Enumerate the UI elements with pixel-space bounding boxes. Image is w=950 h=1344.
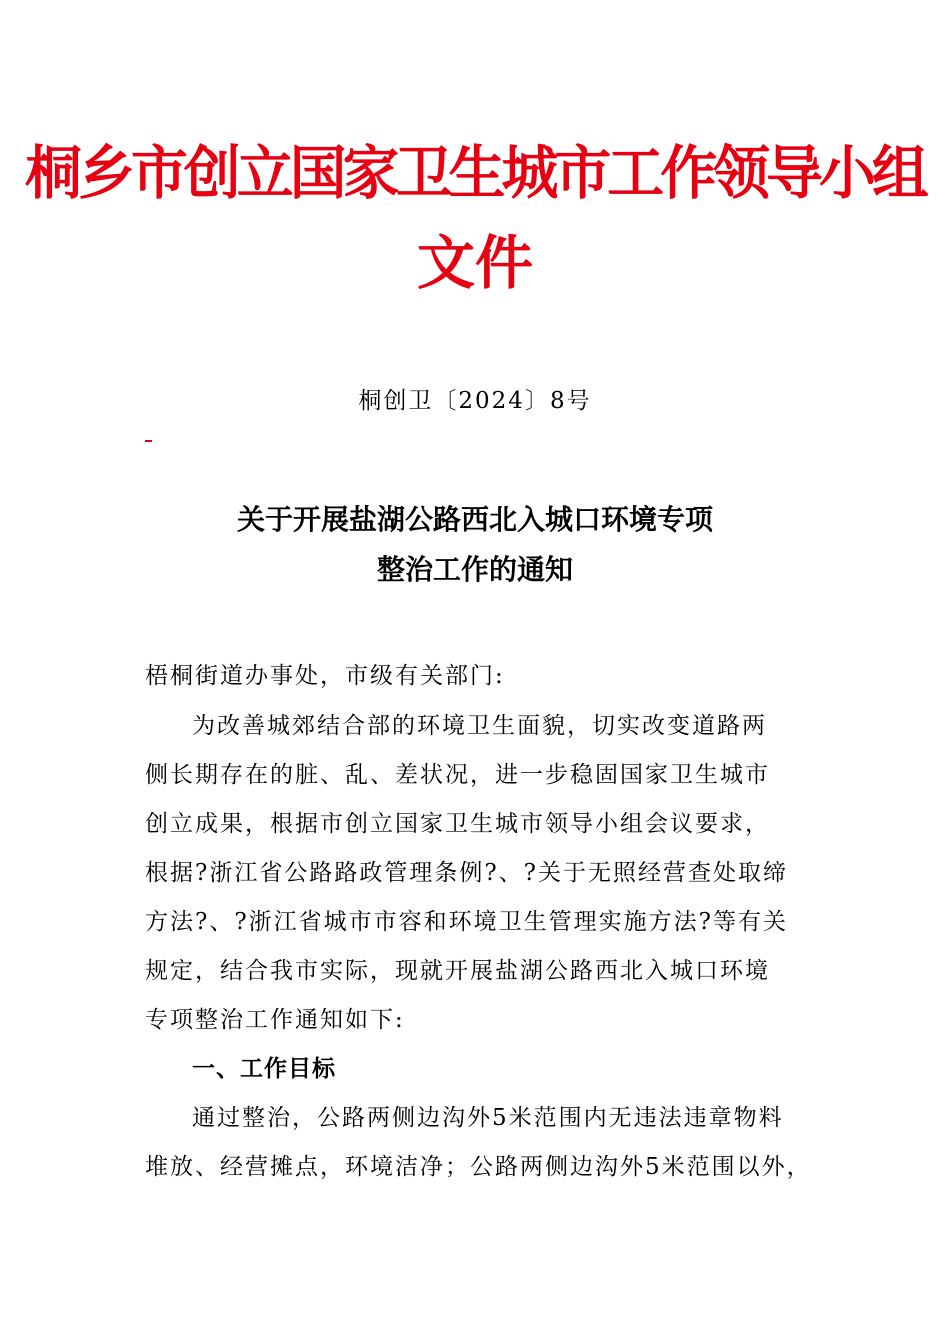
- paragraph-line: 根据?浙江省公路路政管理条例?、?关于无照经营查处取缔: [145, 860, 788, 886]
- paragraph-line: 通过整治，公路两侧边沟外5米范围内无违法违章物料: [192, 1105, 784, 1131]
- paragraph-line: 方法?、?浙江省城市市容和环境卫生管理实施方法?等有关: [145, 909, 788, 935]
- paragraph-line: 堆放、经营摊点，环境洁净；公路两侧边沟外5米范围以外，: [145, 1154, 812, 1180]
- paragraph-line: 侧长期存在的脏、乱、差状况，进一步稳固国家卫生城市: [145, 762, 770, 788]
- document-number: 桐创卫〔2024〕8号: [358, 388, 592, 414]
- paragraph-line: 创立成果，根据市创立国家卫生城市领导小组会议要求，: [145, 811, 770, 837]
- document-title-line-1: 关于开展盐湖公路西北入城口环境专项: [236, 503, 713, 536]
- header-org-name: 桐乡市创立国家卫生城市工作领导小组: [25, 139, 925, 207]
- paragraph-line: 规定，结合我市实际，现就开展盐湖公路西北入城口环境: [145, 958, 770, 984]
- red-separator-mark: [145, 440, 152, 442]
- header-doc-type: 文件: [416, 229, 533, 297]
- salutation: 梧桐街道办事处，市级有关部门:: [145, 663, 505, 689]
- document-title-line-2: 整治工作的通知: [376, 553, 573, 586]
- paragraph-line: 专项整治工作通知如下:: [145, 1007, 405, 1033]
- paragraph-line: 为改善城郊结合部的环境卫生面貌，切实改变道路两: [192, 713, 767, 739]
- section-heading: 一、工作目标: [192, 1056, 336, 1082]
